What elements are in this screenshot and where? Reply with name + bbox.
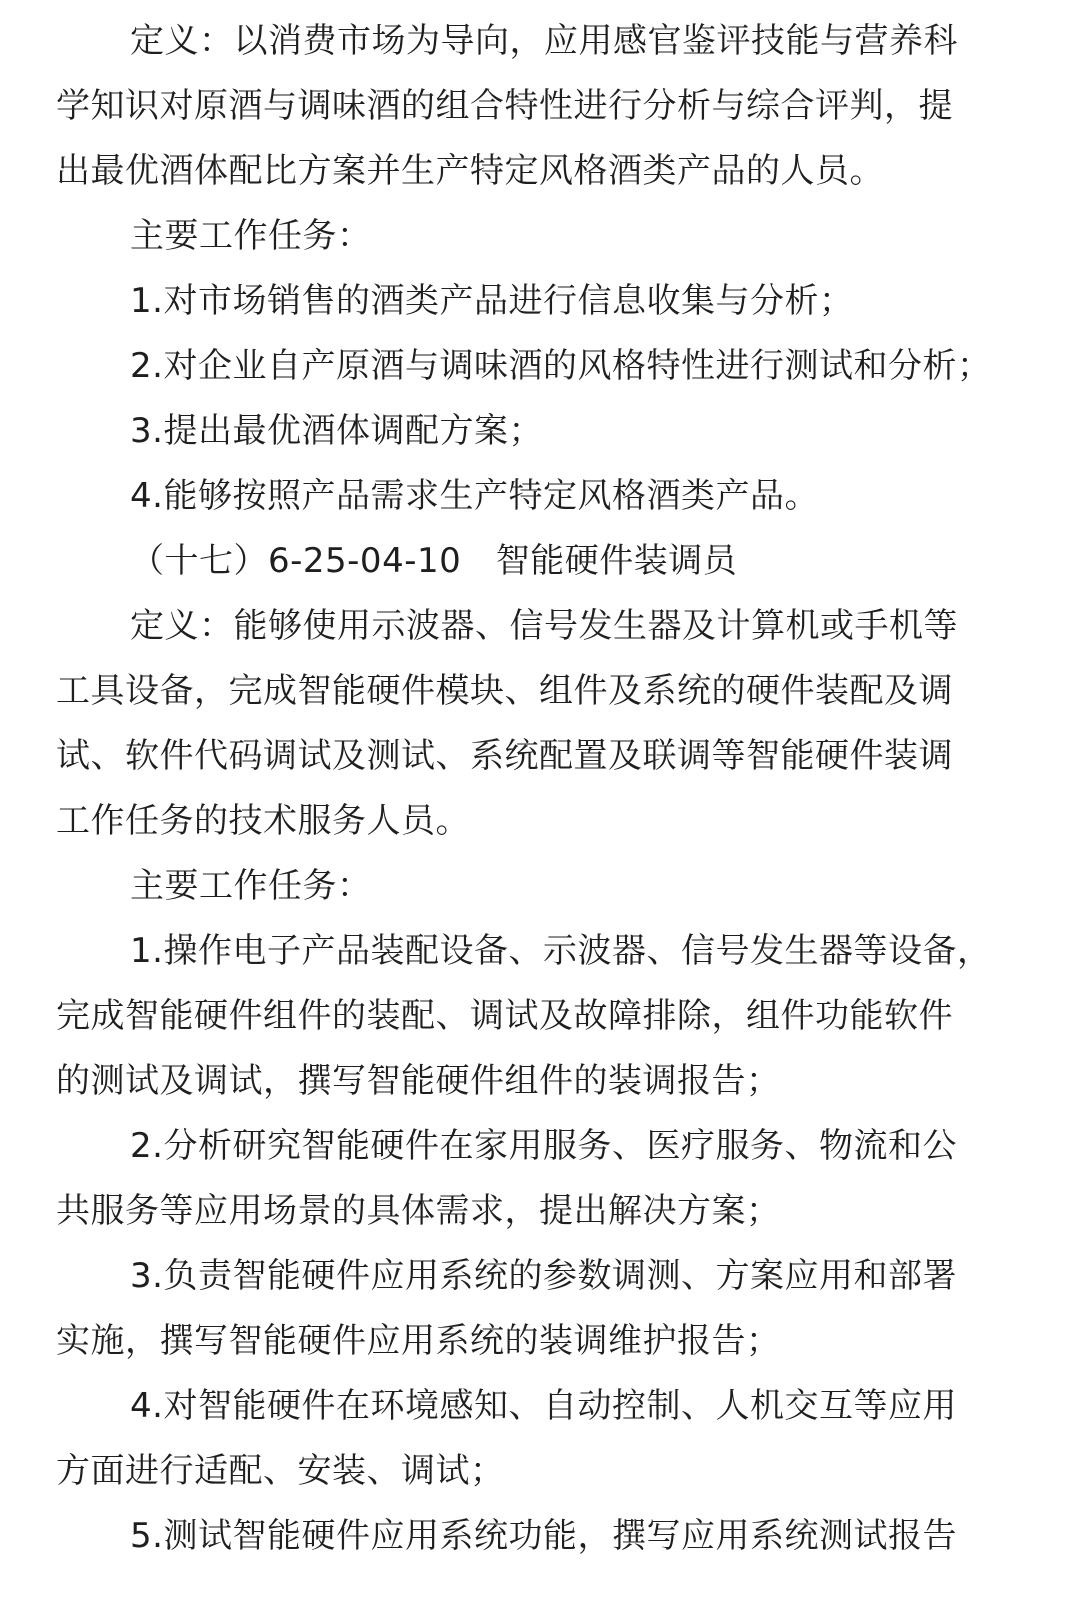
task-item: 5.测试智能硬件应用系统功能，撰写应用系统测试报告 [130, 1516, 957, 1556]
section-heading: 主要工作任务： [130, 866, 372, 906]
task-item-continuation: 共服务等应用场景的具体需求，提出解决方案； [56, 1191, 781, 1231]
definition-text-line: 学知识对原酒与调味酒的组合特性进行分析与综合评判，提 [56, 86, 953, 126]
task-item: 1.操作电子产品装配设备、示波器、信号发生器等设备， [130, 931, 992, 971]
definition-text-line: 出最优酒体配比方案并生产特定风格酒类产品的人员。 [56, 151, 884, 191]
definition-text-line: 工具设备，完成智能硬件模块、组件及系统的硬件装配及调 [56, 671, 953, 711]
occupation-heading: （十七）6-25-04-10 智能硬件装调员 [130, 541, 738, 581]
task-item: 2.对企业自产原酒与调味酒的风格特性进行测试和分析； [130, 346, 992, 386]
task-item: 3.提出最优酒体调配方案； [130, 411, 543, 451]
definition-text-line: 试、软件代码调试及测试、系统配置及联调等智能硬件装调 [56, 736, 953, 776]
task-item-continuation: 方面进行适配、安装、调试； [56, 1451, 505, 1491]
definition-text-line: 定义：以消费市场为导向，应用感官鉴评技能与营养科 [130, 21, 958, 61]
task-item-continuation: 的测试及调试，撰写智能硬件组件的装调报告； [56, 1061, 781, 1101]
task-item: 4.对智能硬件在环境感知、自动控制、人机交互等应用 [130, 1386, 957, 1426]
task-item: 4.能够按照产品需求生产特定风格酒类产品。 [130, 476, 819, 516]
task-item-continuation: 实施，撰写智能硬件应用系统的装调维护报告； [56, 1321, 781, 1361]
task-item: 3.负责智能硬件应用系统的参数调测、方案应用和部署 [130, 1256, 957, 1296]
task-item-continuation: 完成智能硬件组件的装配、调试及故障排除，组件功能软件 [56, 996, 953, 1036]
definition-text-line: 工作任务的技术服务人员。 [56, 801, 470, 841]
task-item: 2.分析研究智能硬件在家用服务、医疗服务、物流和公 [130, 1126, 957, 1166]
task-item: 1.对市场销售的酒类产品进行信息收集与分析； [130, 281, 854, 321]
section-heading: 主要工作任务： [130, 216, 372, 256]
definition-text-line: 定义：能够使用示波器、信号发生器及计算机或手机等 [130, 606, 958, 646]
